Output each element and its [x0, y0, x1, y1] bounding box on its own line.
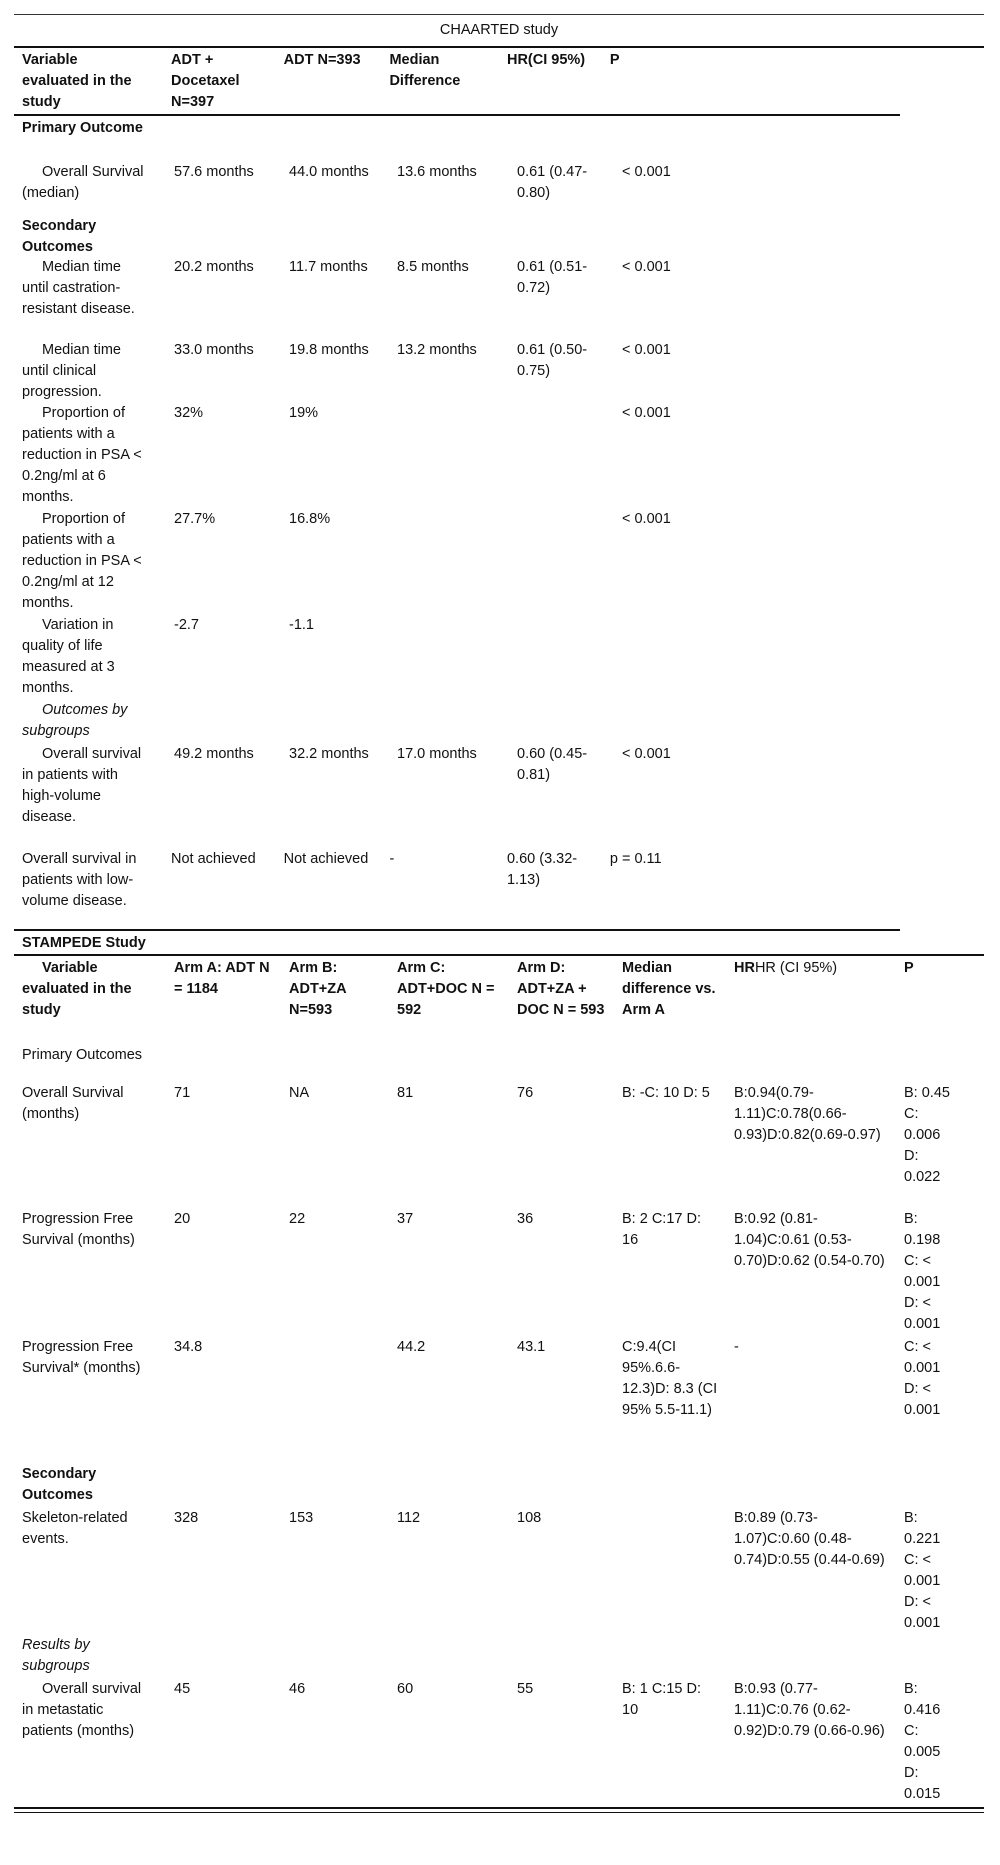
- row-variable: Progression Free Survival (months): [22, 1211, 135, 1248]
- row-difference: B: -C: 10 D: 5: [622, 1085, 710, 1101]
- row-hr: [509, 507, 614, 509]
- row-variable: Overall Survival (months): [22, 1085, 124, 1122]
- row-adt-docetaxel: 33.0 months: [174, 342, 254, 358]
- row-arm-a: 328: [174, 1510, 199, 1526]
- row-arm-c: 44.2: [397, 1339, 426, 1355]
- row-adt-docetaxel: -2.7: [174, 617, 199, 633]
- section-row: [14, 214, 984, 255]
- row-difference: 17.0 months: [397, 746, 477, 762]
- row-hr: 0.61 (0.50-0.75): [517, 342, 588, 379]
- row-arm-c: 37: [397, 1211, 414, 1227]
- row-p: < 0.001: [622, 746, 671, 762]
- table-row: [14, 255, 984, 338]
- row-adt-docetaxel: 20.2 months: [174, 259, 254, 275]
- chaarted-caption: CHAARTED study: [14, 15, 984, 48]
- table-row: [14, 1335, 984, 1462]
- row-adt: 32.2 months: [289, 746, 369, 762]
- table-row: [14, 507, 984, 613]
- row-variable: Skeleton-related events.: [22, 1510, 128, 1547]
- header-hr-rest: HR (CI 95%): [754, 960, 838, 976]
- row-variable: Median time until clinical progression.: [22, 342, 121, 400]
- row-difference: [389, 613, 509, 615]
- header-arm-a: Arm A: ADT N = 1184: [174, 960, 270, 997]
- section-secondary: Secondary Outcomes: [22, 218, 97, 255]
- row-arm-d: 36: [517, 1211, 534, 1227]
- row-arm-d: 76: [517, 1085, 534, 1101]
- row-hr: 0.61 (0.47-0.80): [517, 164, 588, 201]
- row-p: [614, 613, 919, 615]
- header-hr: [726, 956, 896, 979]
- row-variable: Overall survival in metastatic patients (months): [22, 1681, 142, 1739]
- row-difference: B: 2 C:17 D: 16: [622, 1211, 701, 1248]
- header-variable: Variable evaluated in the study: [22, 52, 132, 110]
- table-row: [14, 1677, 984, 1804]
- row-p: < 0.001: [622, 164, 671, 180]
- row-arm-a: 45: [174, 1681, 191, 1697]
- row-arm-d: 55: [517, 1681, 534, 1697]
- row-variable: Proportion of patients with a reduction in PSA < 0.2ng/ml at 6 months.: [22, 405, 142, 505]
- row-difference: [389, 401, 509, 403]
- row-difference: [389, 507, 509, 509]
- row-arm-c: 112: [397, 1510, 421, 1526]
- table-row: [14, 613, 984, 698]
- table-row: [14, 1207, 984, 1335]
- row-arm-c: 81: [397, 1085, 414, 1101]
- row-adt: 19.8 months: [289, 342, 369, 358]
- row-arm-a: 71: [174, 1085, 191, 1101]
- row-hr: -: [734, 1339, 739, 1355]
- row-adt-docetaxel: Not achieved: [171, 851, 256, 867]
- row-hr: B:0.93 (0.77-1.11)C:0.76 (0.62-0.92)D:0.79 (0.66-0.96): [734, 1681, 885, 1739]
- section-primary: Primary Outcome: [22, 120, 143, 136]
- chaarted-header-row: [14, 48, 900, 116]
- stampede-header-row: [14, 956, 984, 1043]
- section-row: [14, 1633, 984, 1677]
- row-hr: B:0.94(0.79-1.11)C:0.78(0.66-0.93)D:0.82(0.69-0.97): [734, 1085, 881, 1143]
- header-p: P: [609, 52, 620, 68]
- row-adt: 11.7 months: [289, 259, 368, 275]
- row-adt-docetaxel: 49.2 months: [174, 746, 254, 762]
- row-variable: Progression Free Survival* (months): [22, 1339, 141, 1376]
- row-variable: Overall Survival (median): [22, 164, 144, 201]
- row-difference: 8.5 months: [397, 259, 469, 275]
- row-adt: 44.0 months: [289, 164, 369, 180]
- header-median-difference: Median Difference: [389, 52, 461, 89]
- row-arm-b: [281, 1335, 389, 1337]
- row-hr: 0.60 (0.45-0.81): [517, 746, 588, 783]
- row-difference: C:9.4(CI 95%.6.6-12.3)D: 8.3 (CI 95% 5.5-11.1): [622, 1339, 718, 1418]
- header-arm-d: Arm D: ADT+ZA + DOC N = 593: [517, 960, 605, 1018]
- row-adt: 19%: [289, 405, 319, 421]
- row-adt: Not achieved: [283, 851, 369, 867]
- row-hr: B:0.89 (0.73-1.07)C:0.60 (0.48-0.74)D:0.55 (0.44-0.69): [734, 1510, 885, 1568]
- header-arm-c: Arm C: ADT+DOC N = 592: [397, 960, 495, 1018]
- row-arm-b: 46: [289, 1681, 306, 1697]
- row-variable: Overall survival in patients with high-volume disease.: [22, 746, 142, 825]
- row-variable: Variation in quality of life measured at 3 months.: [22, 617, 115, 696]
- section-subgroups: Results by subgroups: [22, 1637, 90, 1674]
- row-difference: 13.2 months: [397, 342, 477, 358]
- header-adt-docetaxel: ADT + Docetaxel N=397: [171, 52, 240, 110]
- row-adt-docetaxel: 57.6 months: [174, 164, 254, 180]
- table-row: [14, 338, 984, 401]
- table-row: [14, 847, 900, 931]
- bottom-rule: [14, 1807, 984, 1813]
- row-p: p = 0.11: [609, 851, 662, 867]
- header-median-difference: Median difference vs. Arm A: [622, 960, 716, 1018]
- table-row: [14, 1506, 984, 1633]
- row-arm-d: 108: [517, 1510, 542, 1526]
- section-primary: Primary Outcomes: [22, 1047, 143, 1063]
- section-row: [14, 1043, 984, 1081]
- row-arm-d: 43.1: [517, 1339, 546, 1355]
- row-adt: -1.1: [289, 617, 314, 633]
- section-secondary: Secondary Outcomes: [22, 1466, 97, 1503]
- table-row: [14, 742, 984, 847]
- section-row: [14, 116, 984, 160]
- results-table: [14, 14, 984, 1813]
- row-difference: 13.6 months: [397, 164, 477, 180]
- row-p: < 0.001: [622, 511, 671, 527]
- row-hr: 0.61 (0.51-0.72): [517, 259, 588, 296]
- row-arm-a: 20: [174, 1211, 191, 1227]
- row-difference: -: [389, 851, 395, 867]
- row-hr: [509, 613, 614, 615]
- row-p: B: 0.45 C: 0.006 D: 0.022: [904, 1085, 950, 1185]
- row-p: < 0.001: [622, 405, 671, 421]
- table-row: [14, 401, 984, 507]
- header-p: P: [904, 960, 914, 976]
- header-arm-b: Arm B: ADT+ZA N=593: [289, 960, 347, 1018]
- section-subgroups: Outcomes by subgroups: [22, 702, 128, 739]
- row-difference: B: 1 C:15 D: 10: [622, 1681, 701, 1718]
- row-hr: [509, 401, 614, 403]
- row-variable: Overall survival in patients with low-volume disease.: [22, 851, 137, 909]
- row-p: < 0.001: [622, 342, 671, 358]
- row-arm-b: NA: [289, 1085, 310, 1101]
- row-p: B: 0.198 C: < 0.001 D: < 0.001: [904, 1211, 941, 1332]
- row-arm-a: 34.8: [174, 1339, 203, 1355]
- row-p: C: < 0.001 D: < 0.001: [904, 1339, 941, 1418]
- row-p: B: 0.221 C: < 0.001 D: < 0.001: [904, 1510, 941, 1631]
- row-adt-docetaxel: 27.7%: [174, 511, 216, 527]
- row-adt: 16.8%: [289, 511, 331, 527]
- row-difference: [614, 1506, 726, 1508]
- header-adt: ADT N=393: [283, 52, 361, 68]
- row-variable: Proportion of patients with a reduction in PSA < 0.2ng/ml at 12 months.: [22, 511, 142, 611]
- table-row: [14, 1081, 984, 1207]
- row-p: < 0.001: [622, 259, 671, 275]
- table-row: [14, 160, 984, 214]
- row-arm-b: 153: [289, 1510, 314, 1526]
- row-p: B: 0.416 C: 0.005 D: 0.015: [904, 1681, 941, 1802]
- header-hr-bold: HR: [734, 960, 755, 976]
- row-arm-b: 22: [289, 1211, 306, 1227]
- row-arm-c: 60: [397, 1681, 414, 1697]
- row-hr: 0.60 (3.32-1.13): [506, 851, 578, 888]
- row-hr: B:0.92 (0.81-1.04)C:0.61 (0.53-0.70)D:0.62 (0.54-0.70): [734, 1211, 885, 1269]
- row-adt-docetaxel: 32%: [174, 405, 204, 421]
- row-variable: Median time until castration-resistant disease.: [22, 259, 135, 317]
- stampede-title: STAMPEDE Study: [22, 935, 146, 951]
- header-hr: HR(CI 95%): [506, 52, 586, 68]
- section-row: [14, 1462, 984, 1506]
- header-variable: Variable evaluated in the study: [22, 960, 132, 1018]
- section-row: [14, 698, 984, 742]
